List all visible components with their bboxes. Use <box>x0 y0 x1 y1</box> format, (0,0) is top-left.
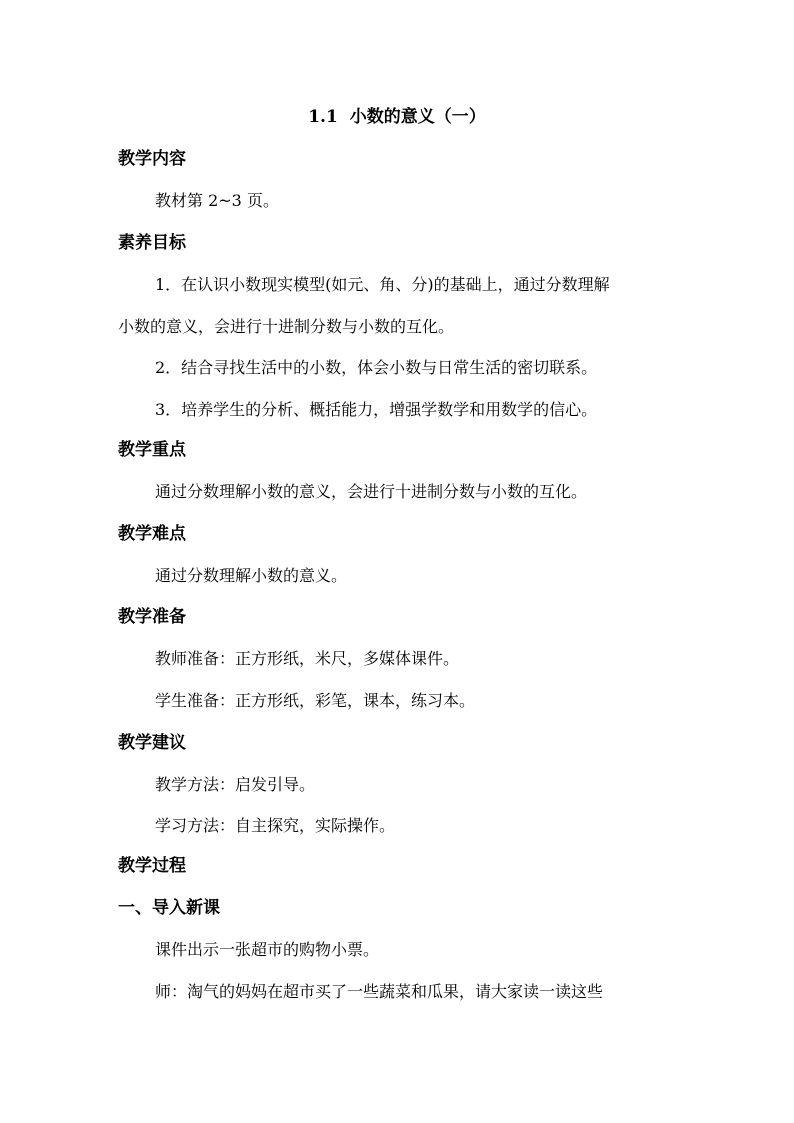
teaching-content-text: 教材第 2~3 页。 <box>155 191 279 210</box>
goal-2: 2．结合寻找生活中的小数，体会小数与日常生活的密切联系。 <box>155 358 598 377</box>
teacher-preparation: 教师准备：正方形纸，米尺，多媒体课件。 <box>155 649 460 668</box>
student-preparation: 学生准备：正方形纸，彩笔，课本，练习本。 <box>155 691 476 710</box>
goal-3: 3．培养学生的分析、概括能力，增强学数学和用数学的信心。 <box>155 400 598 419</box>
difficulties-text: 通过分数理解小数的意义。 <box>155 566 348 585</box>
heading-key-points: 教学重点 <box>118 440 186 460</box>
heading-intro: 一、导入新课 <box>118 898 220 918</box>
intro-text-2: 师：淘气的妈妈在超市买了一些蔬菜和瓜果，请大家读一读这些 <box>155 982 604 1001</box>
heading-goals: 素养目标 <box>118 233 186 253</box>
learning-method: 学习方法：自主探究，实际操作。 <box>155 816 396 835</box>
heading-difficulties: 教学难点 <box>118 524 186 544</box>
heading-process: 教学过程 <box>118 856 186 876</box>
title-number: 1.1 <box>308 107 338 127</box>
title-text: 小数的意义（一） <box>349 107 486 127</box>
goal-1-line-1: 1．在认识小数现实模型(如元、角、分)的基础上，通过分数理解 <box>155 275 610 294</box>
intro-text-1: 课件出示一张超市的购物小票。 <box>155 940 380 959</box>
heading-suggestions: 教学建议 <box>118 733 186 753</box>
heading-teaching-content: 教学内容 <box>118 149 186 169</box>
teaching-method: 教学方法：启发引导。 <box>155 775 316 794</box>
key-points-text: 通过分数理解小数的意义，会进行十进制分数与小数的互化。 <box>155 482 588 501</box>
page-title <box>0 103 794 131</box>
heading-preparation: 教学准备 <box>118 607 186 627</box>
goal-1-line-2: 小数的意义，会进行十进制分数与小数的互化。 <box>118 317 455 336</box>
